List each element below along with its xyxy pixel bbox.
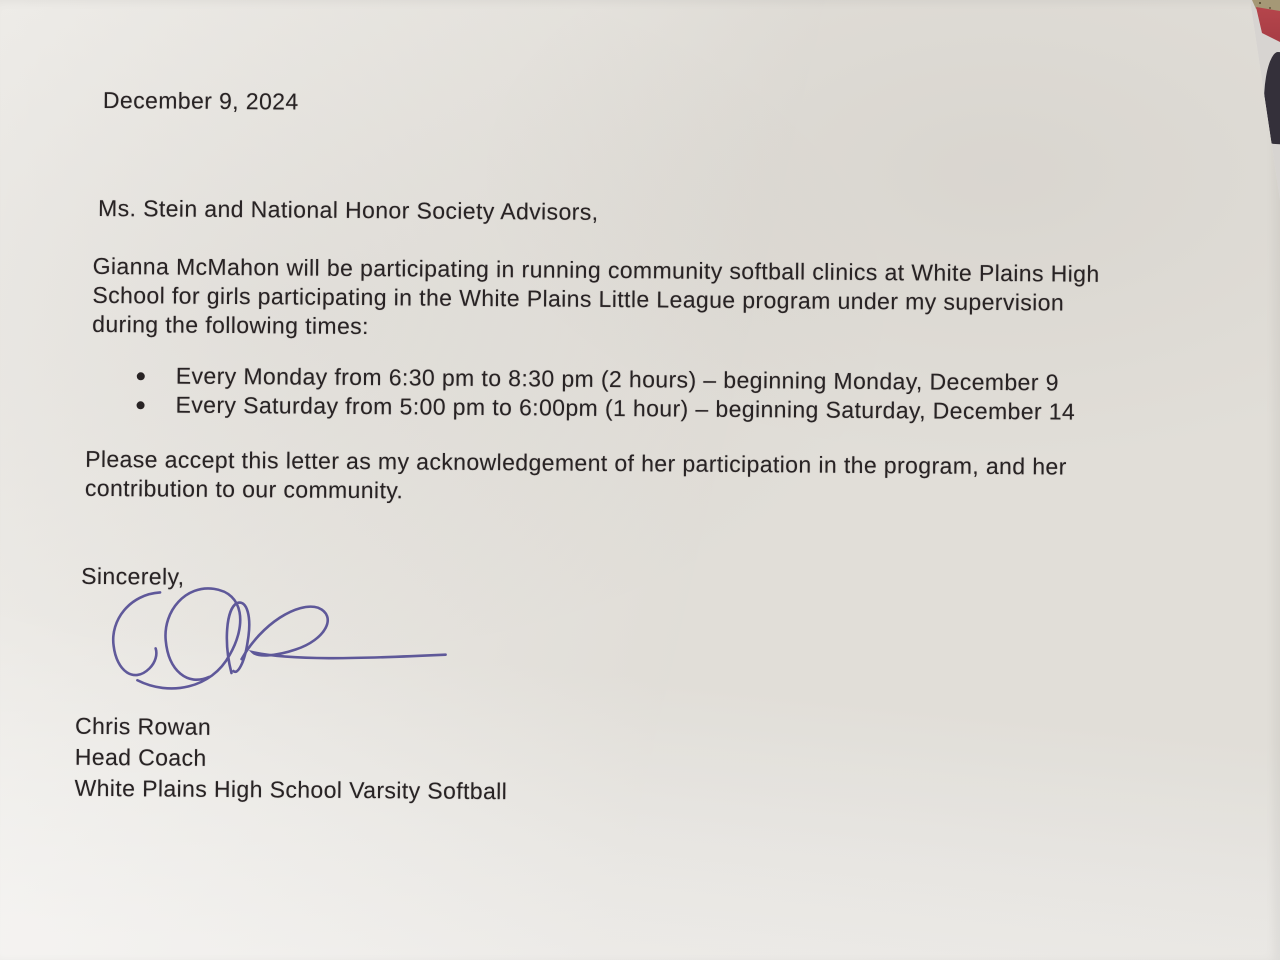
handwritten-signature xyxy=(99,580,660,709)
paragraph-line: contribution to our community. xyxy=(84,474,404,504)
letter-closing: Sincerely, xyxy=(81,562,185,590)
paragraph-line: during the following times: xyxy=(92,310,370,340)
bullet-item-saturday: Every Saturday from 5:00 pm to 6:00pm (1 hour) – beginning Saturday, December 14 xyxy=(175,391,1175,428)
paragraph-line: Gianna McMahon will be participating in running community softball clinics at White Plains High xyxy=(92,252,1100,287)
letter-paragraph-1 xyxy=(92,252,1151,347)
schedule-bullet-list xyxy=(175,362,1175,428)
letter-date: December 9, 2024 xyxy=(102,86,299,115)
signer-name: Chris Rowan xyxy=(74,712,212,740)
paragraph-line: Please accept this letter as my acknowledgement of her participation in the program, and her xyxy=(85,445,1067,480)
bullet-item-monday: Every Monday from 6:30 pm to 8:30 pm (2 hours) – beginning Monday, December 9 xyxy=(176,362,1176,399)
signer-organization: White Plains High School Varsity Softball xyxy=(74,774,508,805)
signature-block xyxy=(74,711,507,807)
paragraph-line: School for girls participating in the White Plains Little League program under my supervision xyxy=(92,281,1065,316)
signer-title: Head Coach xyxy=(74,743,207,771)
letter-salutation: Ms. Stein and National Honor Society Advisors, xyxy=(98,194,599,225)
letter-paragraph-2 xyxy=(85,445,1155,511)
